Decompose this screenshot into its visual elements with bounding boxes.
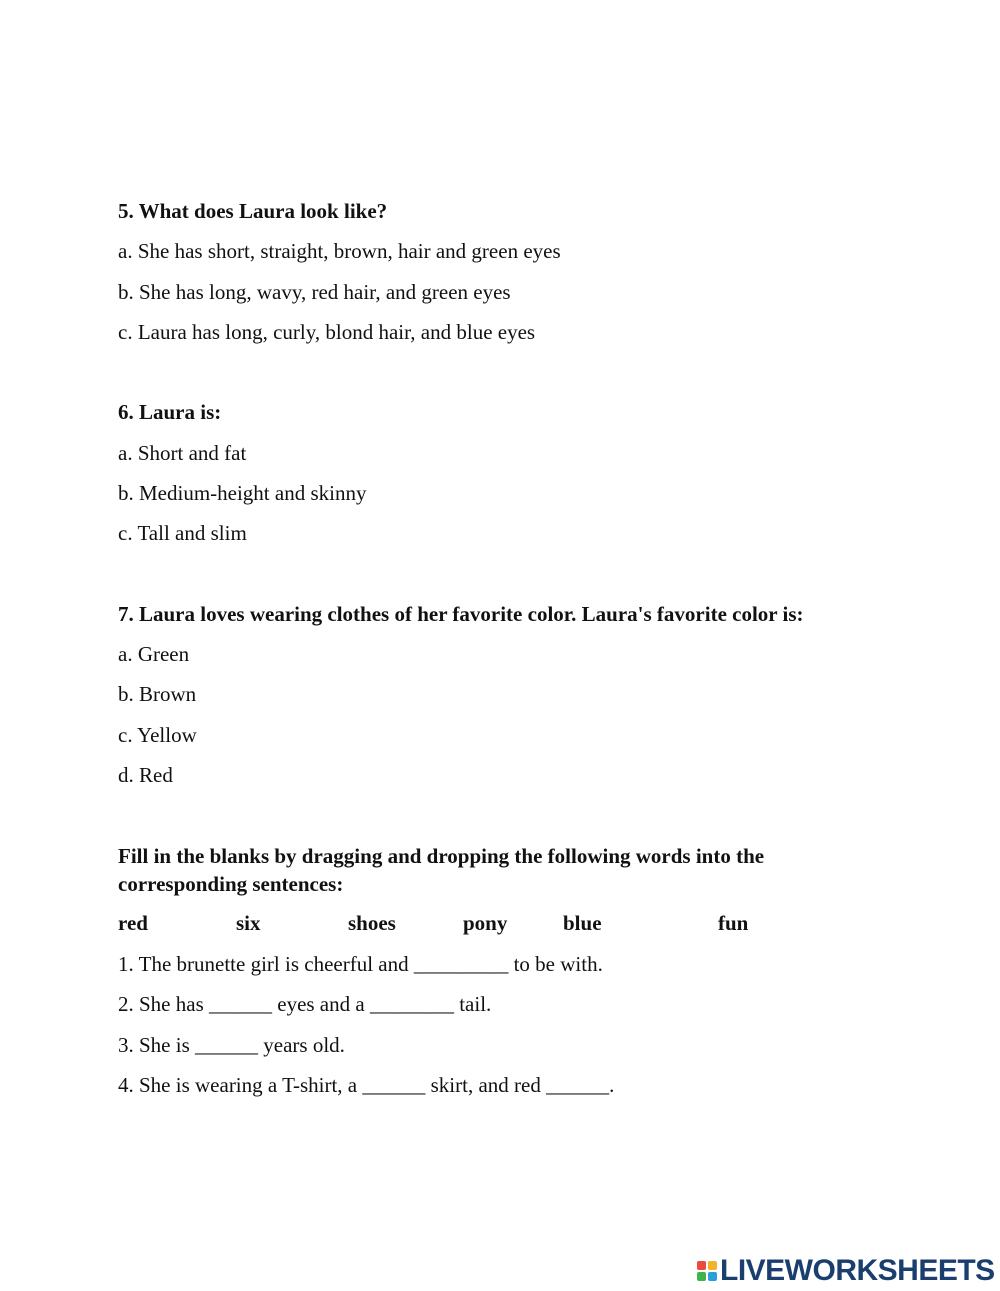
logo-square-blue: [708, 1272, 717, 1281]
word-bank-item-pony[interactable]: pony: [463, 911, 508, 935]
word-bank-item-red[interactable]: red: [118, 911, 148, 935]
fill-in-sentence-1[interactable]: 1. The brunette girl is cheerful and _________ to be with.: [118, 952, 603, 976]
question-5-option-b[interactable]: b. She has long, wavy, red hair, and green eyes: [118, 280, 511, 304]
fill-in-sentence-2[interactable]: 2. She has ______ eyes and a ________ tail.: [118, 992, 492, 1016]
fill-in-sentence-3[interactable]: 3. She is ______ years old.: [118, 1033, 345, 1057]
question-5-prompt: 5. What does Laura look like?: [118, 199, 388, 223]
question-7-option-d[interactable]: d. Red: [118, 763, 173, 787]
question-7-option-c[interactable]: c. Yellow: [118, 723, 197, 747]
question-7-option-a[interactable]: a. Green: [118, 642, 190, 666]
question-7-prompt: 7. Laura loves wearing clothes of her favorite color. Laura's favorite color is:: [118, 602, 804, 626]
question-5-option-a[interactable]: a. She has short, straight, brown, hair and green eyes: [118, 239, 561, 263]
liveworksheets-logo: [697, 1256, 995, 1286]
word-bank: [0, 911, 1000, 937]
fill-in-instruction-line1: Fill in the blanks by dragging and dropping the following words into the: [118, 844, 765, 868]
question-6-option-b[interactable]: b. Medium-height and skinny: [118, 481, 367, 505]
question-7-option-b[interactable]: b. Brown: [118, 682, 197, 706]
word-bank-item-fun[interactable]: fun: [718, 911, 749, 935]
word-bank-item-six[interactable]: six: [236, 911, 261, 935]
logo-square-red: [697, 1261, 706, 1270]
logo-mark-icon: [697, 1261, 717, 1281]
question-6-prompt: 6. Laura is:: [118, 400, 222, 424]
question-5-option-c[interactable]: c. Laura has long, curly, blond hair, and blue eyes: [118, 320, 536, 344]
question-6-option-c[interactable]: c. Tall and slim: [118, 521, 247, 545]
logo-square-yellow: [708, 1261, 717, 1270]
word-bank-item-blue[interactable]: blue: [563, 911, 602, 935]
logo-text: LIVEWORKSHEETS: [720, 1254, 995, 1287]
fill-in-instruction-line2: corresponding sentences:: [118, 872, 344, 896]
question-6-option-a[interactable]: a. Short and fat: [118, 441, 247, 465]
logo-square-green: [697, 1272, 706, 1281]
fill-in-sentence-4[interactable]: 4. She is wearing a T-shirt, a ______ skirt, and red ______.: [118, 1073, 615, 1097]
word-bank-item-shoes[interactable]: shoes: [348, 911, 396, 935]
